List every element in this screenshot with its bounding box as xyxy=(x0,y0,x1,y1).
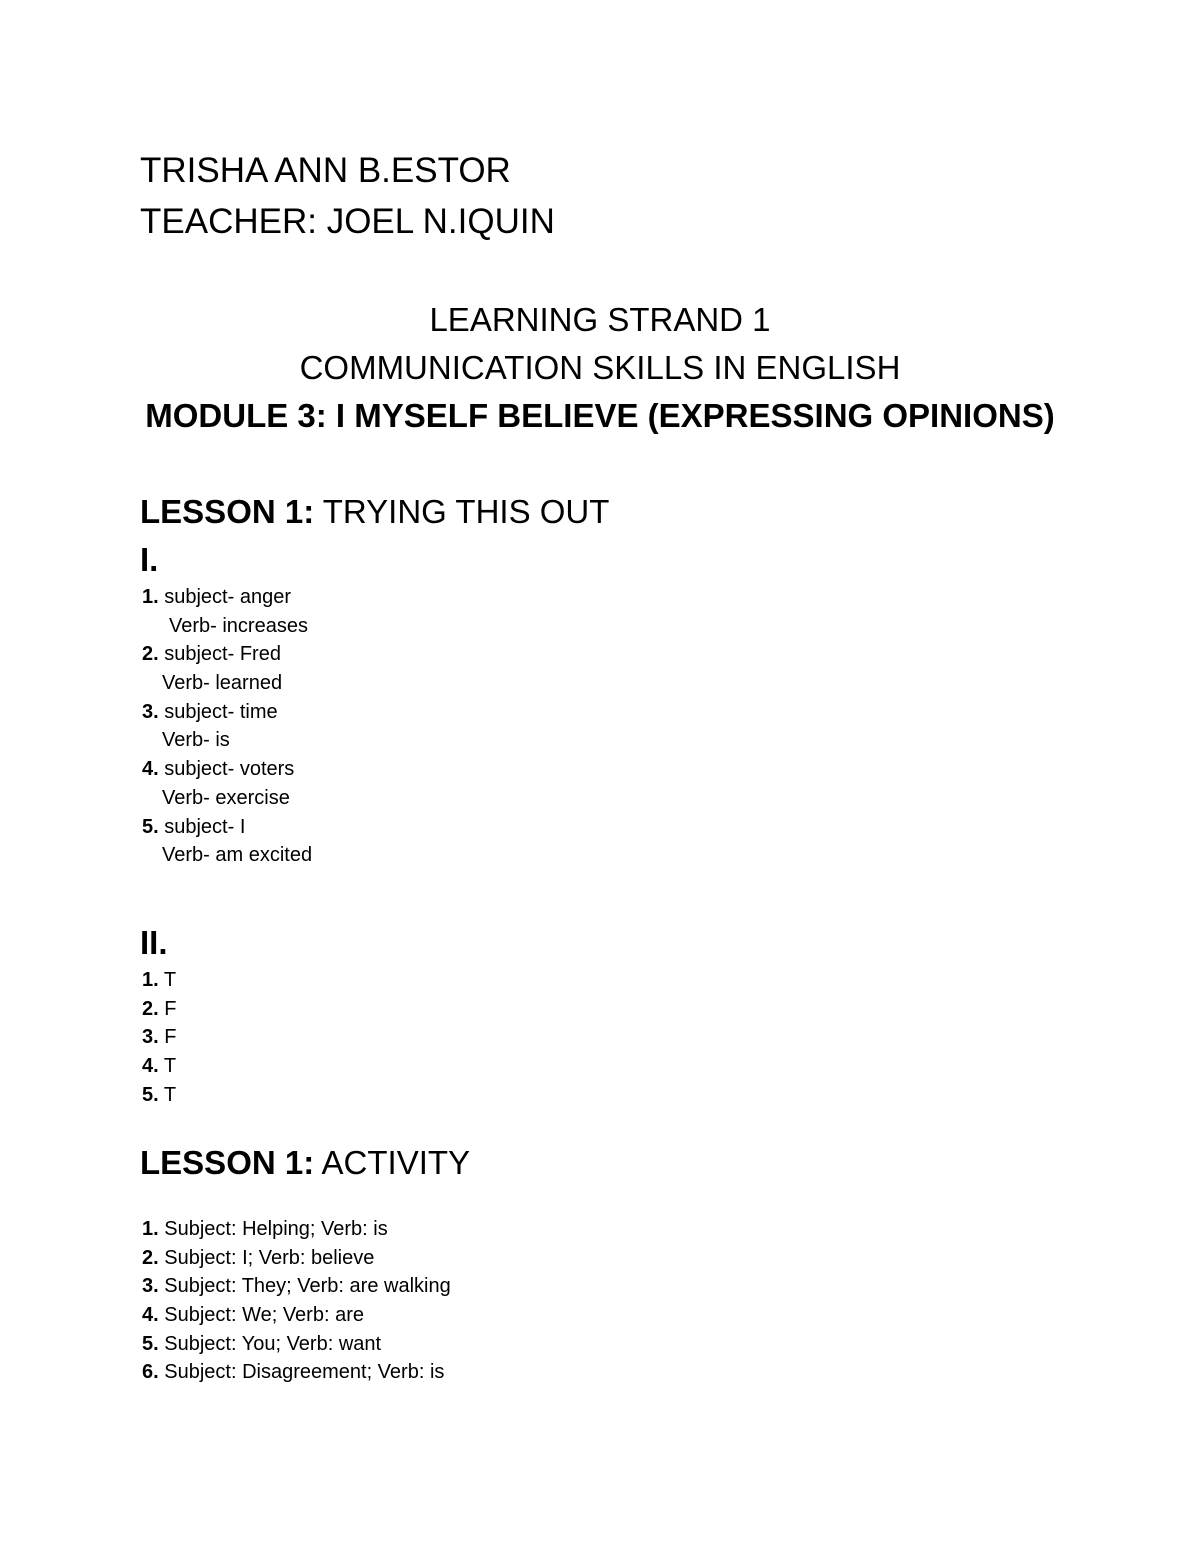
item-number: 3. xyxy=(142,1275,159,1298)
list-item xyxy=(142,1215,451,1244)
list-item xyxy=(142,1023,176,1052)
list-item xyxy=(142,698,312,727)
list-item xyxy=(142,755,312,784)
list-item xyxy=(142,1301,451,1330)
item-subject: subject- I xyxy=(158,815,246,838)
list-item xyxy=(142,1272,451,1301)
item-text: Subject: Disagreement; Verb: is xyxy=(158,1361,445,1384)
item-number: 3. xyxy=(142,1026,159,1049)
item-text: Subject: Helping; Verb: is xyxy=(158,1218,388,1240)
item-verb: Verb- increases xyxy=(169,614,308,637)
lesson-label: LESSON 1: xyxy=(140,493,315,530)
item-subject: subject- voters xyxy=(158,758,295,781)
teacher-name: TEACHER: JOEL N.IQUIN xyxy=(140,202,555,241)
item-number: 2. xyxy=(142,643,159,666)
list-item xyxy=(142,726,312,755)
student-name: TRISHA ANN B.ESTOR xyxy=(140,151,511,190)
list-item xyxy=(142,612,312,641)
item-answer: F xyxy=(158,997,177,1020)
subject-title: COMMUNICATION SKILLS IN ENGLISH xyxy=(299,349,901,386)
item-answer: F xyxy=(158,1026,177,1049)
list-item xyxy=(142,841,312,870)
list-item xyxy=(142,1358,451,1387)
lesson-heading-trying xyxy=(140,492,609,532)
lesson-title: ACTIVITY xyxy=(314,1144,471,1181)
item-number: 6. xyxy=(142,1361,159,1384)
list-item xyxy=(142,784,312,813)
list-item xyxy=(142,669,312,698)
item-text: Subject: They; Verb: are walking xyxy=(158,1275,451,1298)
module-title: MODULE 3: I MYSELF BELIEVE (EXPRESSING OPINIONS) xyxy=(145,397,1055,434)
item-answer: T xyxy=(158,1083,177,1106)
item-number: 1. xyxy=(142,969,159,991)
list-item xyxy=(142,583,312,612)
item-number: 3. xyxy=(142,700,159,723)
list-item xyxy=(142,1244,451,1273)
item-number: 1. xyxy=(142,586,159,608)
list-item xyxy=(142,1052,176,1081)
item-text: Subject: We; Verb: are xyxy=(158,1304,364,1327)
strand-title: LEARNING STRAND 1 xyxy=(429,301,771,338)
lesson-heading-activity xyxy=(140,1143,470,1183)
item-subject: subject- anger xyxy=(158,586,291,608)
item-number: 4. xyxy=(142,758,159,781)
item-number: 2. xyxy=(142,1246,159,1269)
item-answer: T xyxy=(158,1055,177,1078)
list-item xyxy=(142,995,176,1024)
item-number: 5. xyxy=(142,815,159,838)
item-number: 1. xyxy=(142,1218,159,1240)
item-number: 4. xyxy=(142,1304,159,1327)
activity-list xyxy=(142,1215,451,1387)
list-item xyxy=(142,640,312,669)
item-text: Subject: You; Verb: want xyxy=(158,1332,382,1355)
lesson-label: LESSON 1: xyxy=(140,1144,315,1181)
item-verb: Verb- learned xyxy=(162,672,283,695)
part-one-list xyxy=(142,583,312,870)
list-item xyxy=(142,1081,176,1110)
item-verb: Verb- am excited xyxy=(162,844,313,867)
lesson-title: TRYING THIS OUT xyxy=(314,493,610,530)
item-verb: Verb- is xyxy=(162,729,230,752)
item-subject: subject- Fred xyxy=(158,643,281,666)
list-item xyxy=(142,1330,451,1359)
item-number: 4. xyxy=(142,1055,159,1078)
item-text: Subject: I; Verb: believe xyxy=(158,1246,375,1269)
part-two-list xyxy=(142,966,176,1109)
item-number: 5. xyxy=(142,1083,159,1106)
part-two-label: II. xyxy=(140,924,168,961)
list-item xyxy=(142,813,312,842)
item-number: 5. xyxy=(142,1332,159,1355)
item-verb: Verb- exercise xyxy=(162,786,290,809)
part-one-label: I. xyxy=(140,541,159,578)
list-item xyxy=(142,966,176,995)
item-answer: T xyxy=(158,969,177,991)
item-subject: subject- time xyxy=(158,700,278,723)
item-number: 2. xyxy=(142,997,159,1020)
